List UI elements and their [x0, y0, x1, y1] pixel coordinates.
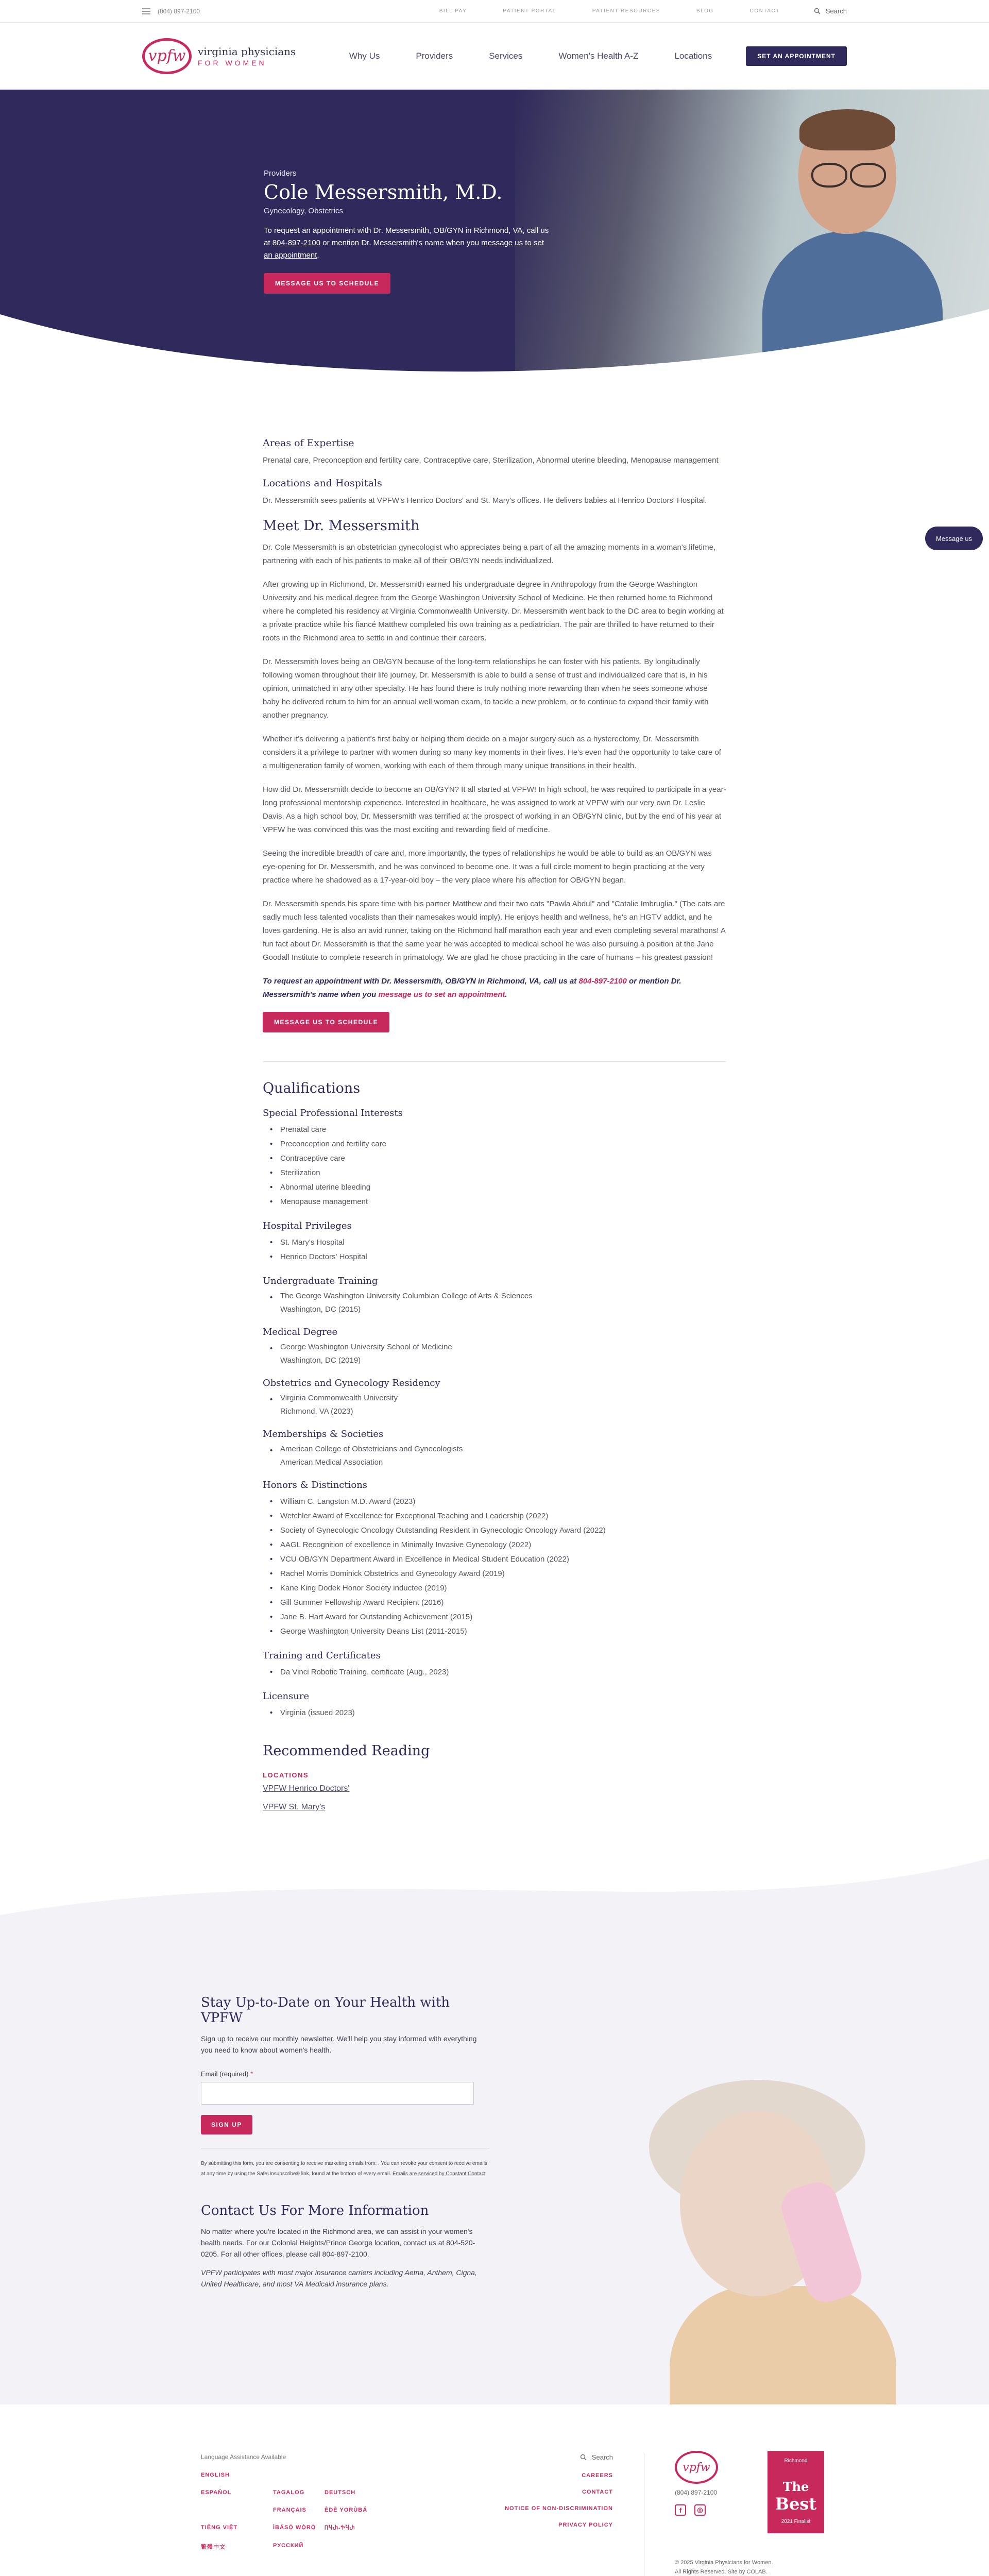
- locations-title: Locations and Hospitals: [263, 478, 382, 489]
- blog-link[interactable]: BLOG: [696, 8, 714, 14]
- provider-name: Cole Messersmith, M.D.: [264, 181, 503, 204]
- recommended-reading: [263, 1743, 726, 1812]
- list-item: • Rachel Morris Dominick Obstetrics and Gynecology Award (2019): [280, 1567, 726, 1581]
- provider-hero: [0, 90, 989, 381]
- areas-title: Areas of Expertise: [263, 437, 354, 449]
- list-item: • St. Mary's Hospital: [280, 1235, 726, 1250]
- list-item: • Abnormal uterine bleeding: [280, 1180, 726, 1195]
- logo-line-2: FOR WOMEN: [198, 58, 267, 67]
- list-item: • William C. Langston M.D. Award (2023): [280, 1495, 726, 1509]
- lang-francais[interactable]: FRANÇAIS: [273, 2507, 306, 2513]
- licensure-title: Licensure: [263, 1691, 310, 1702]
- residency-list: [263, 1393, 726, 1417]
- areas-text: Prenatal care, Preconception and fertility care, Contraceptive care, Sterilization, Abnormal uterine bleeding, Menopause management: [263, 456, 719, 465]
- lang-empty: [201, 2507, 273, 2513]
- honors-list: [263, 1495, 726, 1639]
- bio-paragraph: Dr. Messersmith spends his spare time with his partner Matthew and their two cats "Pawla Abdul" and "Catalie Imbruglia." (The cats are sadly much less talented vocalists than their namesakes would imply). He enjoys health and wellness, he's an HGTV addict, and he loves gardening. He is also an avid runner, taking on the Richmond half marathon each year and even completing several marathons! A fun fact about Dr. Messersmith is that the same year he was accepted to medical school he was also pursuing a position at the Jane Goodall Institute to complete research in primatology. We are glad he chose practicing in the care of humans – his greatest passion!: [263, 900, 726, 962]
- footer-search-label: Search: [591, 2453, 613, 2461]
- special-interests-list: [263, 1123, 726, 1209]
- email-label-text: Email (required): [201, 2070, 249, 2078]
- residency-title: Obstetrics and Gynecology Residency: [263, 1378, 440, 1388]
- closing-mid: or mention Dr. Messersmith's name when you: [263, 977, 681, 999]
- medical-degree-title: Medical Degree: [263, 1327, 338, 1337]
- lang-english[interactable]: ENGLISH: [201, 2472, 230, 2478]
- closing-cta-text: [263, 975, 726, 1002]
- locations-text: Dr. Messersmith sees patients at VPFW's Henrico Doctors' and St. Mary's offices. He delivers babies at Henrico Doctors' Hospital.: [263, 496, 707, 505]
- lang-espanol[interactable]: ESPAÑOL: [201, 2489, 232, 2496]
- newsletter-text: Sign up to receive our monthly newsletter. We'll help you stay informed with everything you need to know about women's health.: [201, 2035, 477, 2054]
- qualifications-section: [263, 1080, 726, 1720]
- site-header: [0, 23, 989, 90]
- hero-intro-mid: or mention Dr. Messersmith's name when you: [320, 239, 482, 247]
- licensure-list: [263, 1706, 726, 1720]
- search-label: Search: [825, 7, 847, 15]
- language-title: Language Assistance Available: [201, 2453, 286, 2461]
- non-discrimination-link[interactable]: NOTICE OF NON-DISCRIMINATION: [505, 2505, 613, 2512]
- bio-paragraph: How did Dr. Messersmith decide to become an OB/GYN? It all started at VPFW! In high school, he was required to participate in a year-long professional mentorship experience. Interested in healthcare, he was assigned to work at VPFW with our very own Dr. Leslie Davis. As a high school boy, Dr. Messersmith was terrified at the prospect of working in an OB/GYN clinic, but by the end of his year at VPFW he was convinced this was the most exciting and rewarding field of medicine.: [263, 785, 726, 834]
- newsletter-section: [0, 1843, 989, 2404]
- recommended-label: LOCATIONS: [263, 1771, 309, 1779]
- contact-title: Contact Us For More Information: [201, 2203, 429, 2218]
- woman-phone-photo: [618, 2080, 907, 2399]
- footer-logo[interactable]: vpfw: [675, 2451, 718, 2484]
- lang-russian[interactable]: РУССКИЙ: [273, 2543, 304, 2549]
- glasses-right: [850, 163, 886, 188]
- nav-why-us[interactable]: Why Us: [349, 50, 380, 61]
- hero-message-link[interactable]: message us to set an appointment: [264, 239, 544, 260]
- bio-paragraph: After growing up in Richmond, Dr. Messersmith earned his undergraduate degree in Anthropology from the George Washington University and his medical degree from the George Washington University School of Medicine. He then returned home to Richmond where he completed his residency at Virginia Commonwealth University. Dr. Messersmith went back to the DC area to begin working at a private practice while his fiancé Matthew completed his own training as a pediatrician. The pair are thrilled to have returned to their roots in the Richmond area to settle in and continue their careers.: [263, 580, 724, 642]
- badge-line-4: 2021 Finalist: [781, 2519, 811, 2524]
- message-us-chat-button[interactable]: Message us: [925, 527, 983, 550]
- badge-line-1: Richmond: [784, 2458, 808, 2464]
- fineprint-text: By submitting this form, you are consenting to receive marketing emails from: . You can revoke your consent to receive emails at any time by using the SafeUnsubscribe® link, found at the bottom of every email.: [201, 2161, 487, 2177]
- site-footer: [0, 2404, 989, 2576]
- bio-paragraph: Seeing the incredible breadth of care and, more importantly, the types of relationships he would be able to build as an OB/GYN was eye-opening for Dr. Messersmith, and he was convinced to become one. It was a full circle moment to begin practicing at the very practice where he shadowed as a 17-year-old boy – the very place where his affection for OB/GYN began.: [263, 849, 712, 885]
- list-item: [280, 1444, 726, 1468]
- bio-paragraph: Dr. Messersmith loves being an OB/GYN because of the long-term relationships he can foster with his patients. By longitudinally following women throughout their life journey, Dr. Messersmith is able to build a sense of trust and individualized care that is, in his opinion, unmatched in any other specialty. He has found there is truly nothing more rewarding than when he sees someone whose baby he delivered return to him for an annual well woman exam, to tackle a new problem, or to continue to expand their family with another pregnancy.: [263, 657, 709, 720]
- list-item: • Gill Summer Fellowship Award Recipient (2016): [280, 1596, 726, 1610]
- undergrad-school: • The George Washington University Columbian College of Arts & Sciences: [280, 1292, 533, 1300]
- copyright-line-2: All Rights Reserved. Site by COLAB.: [675, 2569, 768, 2575]
- henrico-link[interactable]: VPFW Henrico Doctors': [263, 1784, 350, 1793]
- closing-message-link[interactable]: message us to set an appointment: [378, 990, 505, 999]
- required-mark: *: [250, 2070, 253, 2078]
- list-item: • VCU OB/GYN Department Award in Excellence in Medical Student Education (2022): [280, 1552, 726, 1567]
- hospital-privileges-title: Hospital Privileges: [263, 1221, 352, 1231]
- contact-block: [201, 2203, 489, 2290]
- newsletter-title: Stay Up-to-Date on Your Health with VPFW: [201, 1995, 450, 2026]
- closing-phone-link[interactable]: 804-897-2100: [578, 977, 627, 986]
- hero-intro-pre: To request an appointment with Dr. Messersmith, OB/GYN in Richmond, VA, call us at: [264, 226, 549, 247]
- list-item: • Henrico Doctors' Hospital: [280, 1250, 726, 1264]
- hero-schedule-button[interactable]: MESSAGE US TO SCHEDULE: [264, 273, 390, 294]
- provider-hair: [799, 109, 895, 150]
- footer-brand: [675, 2451, 829, 2524]
- training-list: [263, 1665, 726, 1680]
- special-interests-title: Special Professional Interests: [263, 1108, 403, 1118]
- list-item: • Wetchler Award of Excellence for Exceptional Teaching and Leadership (2022): [280, 1509, 726, 1523]
- list-item: • Da Vinci Robotic Training, certificate (Aug., 2023): [280, 1665, 726, 1680]
- language-grid: [201, 2472, 381, 2551]
- logo-mark: vpfw: [142, 38, 192, 74]
- footer-search[interactable]: [494, 2453, 613, 2461]
- hospital-privileges-list: [263, 1235, 726, 1264]
- undergrad-location: Washington, DC (2015): [280, 1305, 361, 1314]
- closing-post: .: [505, 990, 507, 999]
- patient-resources-link[interactable]: PATIENT RESOURCES: [592, 8, 660, 14]
- list-item: • AAGL Recognition of excellence in Minimally Invasive Gynecology (2022): [280, 1538, 726, 1552]
- membership-2: American Medical Association: [280, 1458, 383, 1467]
- lang-bassa[interactable]: ÌBÁSỌ́ WỌ̀RỌ̀: [273, 2524, 316, 2531]
- nav-services[interactable]: Services: [489, 50, 523, 61]
- bill-pay-link[interactable]: BILL PAY: [439, 8, 467, 14]
- list-item: [280, 1342, 726, 1366]
- nav-locations[interactable]: Locations: [674, 50, 712, 61]
- residency-school: • Virginia Commonwealth University: [280, 1394, 398, 1402]
- hero-content: [264, 169, 552, 294]
- copyright-line-1: © 2025 Virginia Physicians for Women.: [675, 2560, 773, 2566]
- bio-paragraph: Whether it's delivering a patient's first baby or helping them decide on a major surgery such as a hysterectomy, Dr. Messersmith considers it a privilege to partner with women during so many key moments in their lives. He's even had the opportunity to take care of a multigeneration family of women, working with each of them through many unique transitions in their health.: [263, 735, 721, 770]
- list-item: • Menopause management: [280, 1195, 726, 1209]
- honors-title: Honors & Distinctions: [263, 1480, 368, 1490]
- careers-link[interactable]: CAREERS: [582, 2472, 613, 2479]
- lang-vietnamese[interactable]: TIẾNG VIỆT: [201, 2524, 238, 2531]
- memberships-list: [263, 1444, 726, 1468]
- newsletter-fineprint: [201, 2148, 489, 2179]
- list-item: • Contraceptive care: [280, 1151, 726, 1166]
- privacy-policy-link[interactable]: PRIVACY POLICY: [558, 2522, 613, 2528]
- list-item: [280, 1291, 726, 1315]
- list-item: • George Washington University Deans List (2011-2015): [280, 1624, 726, 1639]
- email-label: [201, 2070, 489, 2078]
- undergrad-list: [263, 1291, 726, 1315]
- list-item: • Prenatal care: [280, 1123, 726, 1137]
- nav-providers[interactable]: Providers: [416, 50, 453, 61]
- main-schedule-button[interactable]: MESSAGE US TO SCHEDULE: [263, 1012, 389, 1032]
- best-of-badge: [768, 2451, 824, 2533]
- hero-phone-link[interactable]: 804-897-2100: [272, 239, 321, 247]
- meet-title: Meet Dr. Messersmith: [263, 518, 420, 534]
- provider-main: [263, 381, 726, 1812]
- contact-link[interactable]: CONTACT: [749, 8, 780, 14]
- lang-chinese[interactable]: 繁體中文: [201, 2544, 226, 2550]
- contact-text: No matter where you're located in the Richmond area, we can assist in your women's health needs. For our Colonial Heights/Prince George location, contact us at 804-520-0205. For all other offices, please call 804-897-2100.: [201, 2227, 475, 2258]
- lang-deutsch[interactable]: DEUTSCH: [325, 2489, 356, 2496]
- utility-links: [439, 8, 780, 14]
- lang-yoruba[interactable]: ÈDÈ YORÙBÁ: [325, 2507, 368, 2513]
- section-divider: [263, 1061, 726, 1062]
- lang-georgian[interactable]: ႶႯႰ-ႵႯႰ: [325, 2525, 355, 2531]
- bio-paragraph: Dr. Cole Messersmith is an obstetrician gynecologist who appreciates being a part of all the amazing moments in a woman's lifetime, partnering with each of his patients to make all of their OB/GYN needs individualized.: [263, 543, 716, 565]
- closing-pre: To request an appointment with Dr. Messersmith, OB/GYN in Richmond, VA, call us at: [263, 977, 579, 986]
- list-item: [280, 1393, 726, 1417]
- language-assistance: [201, 2453, 381, 2576]
- set-appointment-button[interactable]: SET AN APPOINTMENT: [746, 46, 847, 66]
- hero-eyebrow[interactable]: Providers: [264, 169, 297, 178]
- medical-school: • George Washington University School of Medicine: [280, 1343, 452, 1351]
- list-item: • Virginia (issued 2023): [280, 1706, 726, 1720]
- list-item: • Kane King Dodek Honor Society inductee (2019): [280, 1581, 726, 1596]
- constant-contact-link[interactable]: Emails are serviced by Constant Contact: [393, 2171, 486, 2177]
- hero-curve: [0, 309, 989, 381]
- patient-portal-link[interactable]: PATIENT PORTAL: [503, 8, 556, 14]
- facebook-icon[interactable]: f: [675, 2504, 686, 2516]
- badge-line-3: Best: [775, 2494, 817, 2514]
- provider-specialty: Gynecology, Obstetrics: [264, 207, 343, 215]
- memberships-title: Memberships & Societies: [263, 1429, 384, 1439]
- utility-search[interactable]: [814, 7, 847, 15]
- search-icon: [814, 8, 821, 14]
- hero-intro: [264, 225, 552, 262]
- search-icon: [580, 2454, 587, 2461]
- utility-bar: [0, 0, 989, 23]
- footer-links: [494, 2453, 613, 2538]
- copyright: [675, 2558, 773, 2576]
- hamburger-icon[interactable]: [142, 8, 150, 14]
- undergrad-title: Undergraduate Training: [263, 1276, 378, 1286]
- list-item: • Society of Gynecologic Oncology Outstanding Resident in Gynecologic Oncology Award (2022): [280, 1523, 726, 1538]
- phone-number[interactable]: (804) 897-2100: [158, 7, 200, 15]
- lang-empty: [325, 2472, 381, 2478]
- main-nav: [349, 51, 712, 61]
- badge-line-2: The: [782, 2479, 809, 2494]
- list-item: • Preconception and fertility care: [280, 1137, 726, 1151]
- email-field[interactable]: [201, 2082, 474, 2105]
- membership-1: • American College of Obstetricians and Gynecologists: [280, 1445, 463, 1453]
- site-logo[interactable]: [142, 38, 296, 74]
- medical-location: Washington, DC (2019): [280, 1356, 361, 1365]
- training-title: Training and Certificates: [263, 1650, 381, 1661]
- sign-up-button[interactable]: SIGN UP: [201, 2115, 252, 2134]
- newsletter-content: [201, 1995, 489, 2297]
- residency-location: Richmond, VA (2023): [280, 1407, 353, 1416]
- hero-intro-post: .: [317, 251, 319, 260]
- glasses-left: [811, 163, 847, 188]
- logo-text: [198, 45, 296, 67]
- recommended-title: Recommended Reading: [263, 1743, 430, 1759]
- lang-tagalog[interactable]: TAGALOG: [273, 2489, 305, 2496]
- medical-degree-list: [263, 1342, 726, 1366]
- footer-contact-link[interactable]: CONTACT: [582, 2489, 613, 2495]
- list-item: • Sterilization: [280, 1166, 726, 1180]
- list-item: • Jane B. Hart Award for Outstanding Achievement (2015): [280, 1610, 726, 1624]
- logo-line-1: virginia physicians: [198, 45, 296, 58]
- st-marys-link[interactable]: VPFW St. Mary's: [263, 1803, 326, 1811]
- section-wave: [0, 1843, 989, 1946]
- nav-womens-health[interactable]: Women's Health A-Z: [558, 50, 639, 61]
- photo-dress: [670, 2286, 896, 2404]
- utility-phone[interactable]: [142, 8, 200, 15]
- footer-phone[interactable]: (804) 897-2100: [675, 2489, 718, 2496]
- insurance-text: VPFW participates with most major insurance carriers including Aetna, Anthem, Cigna, United Healthcare, and most VA Medicaid insurance plans.: [201, 2268, 477, 2288]
- instagram-icon[interactable]: ◎: [694, 2504, 706, 2516]
- lang-empty: [273, 2472, 325, 2478]
- qualifications-title: Qualifications: [263, 1080, 361, 1096]
